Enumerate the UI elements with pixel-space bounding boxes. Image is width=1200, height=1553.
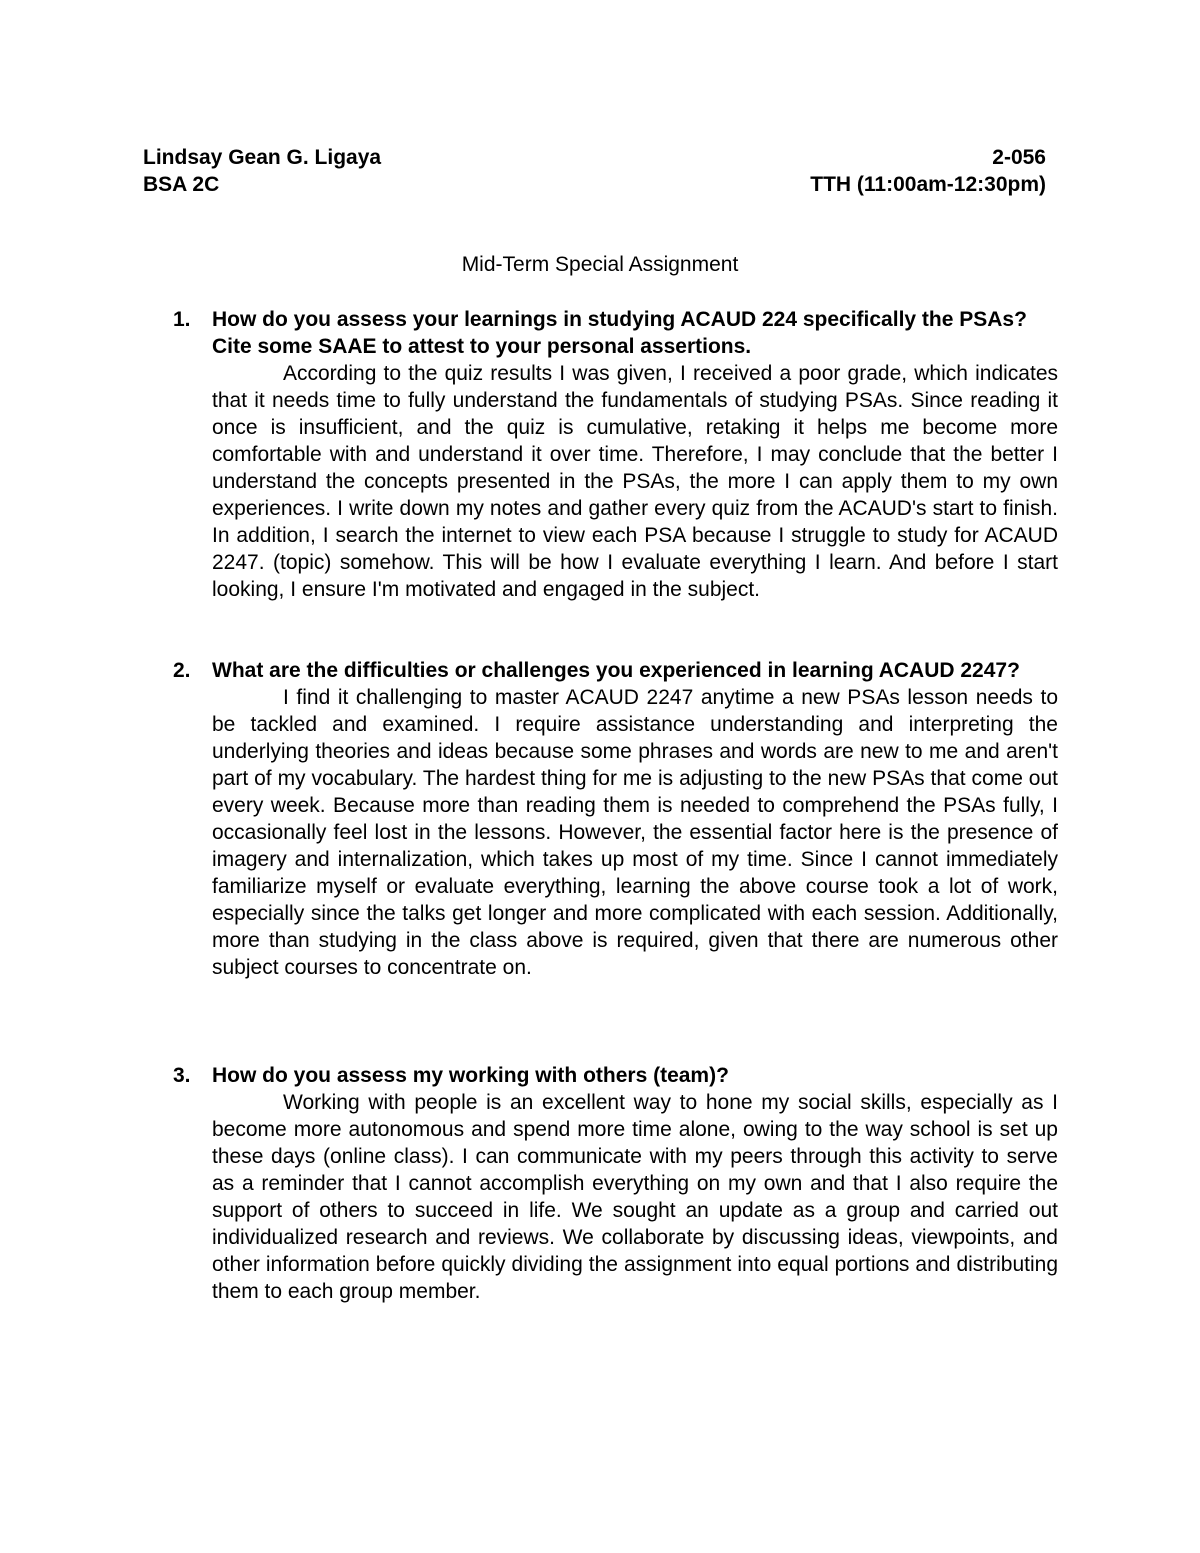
question-number: 2.: [173, 659, 191, 682]
document-title: Mid-Term Special Assignment: [461, 253, 739, 276]
question-heading: [173, 657, 1058, 684]
question-item-1: [173, 306, 1058, 624]
question-number: 3.: [173, 1064, 191, 1087]
question-item-3: [173, 1062, 1058, 1326]
question-item-2: [173, 657, 1058, 1002]
header-row-name: [143, 144, 1046, 171]
student-name: Lindsay Gean G. Ligaya: [143, 146, 382, 169]
question-text: How do you assess your learnings in studying ACAUD 224 specifically the PSAs? Cite some SAAE to attest to your personal assertions.: [212, 308, 1027, 358]
question-number: 1.: [173, 308, 191, 331]
question-heading: [173, 1062, 1058, 1089]
answer-paragraph: Working with people is an excellent way to hone my social skills, especially as I become more autonomous and spend more time alone, owing to the way school is set up these days (online class). I can communicate with my peers through this activity to serve as a reminder that I cannot accomplish everything on my own and that I also require the support of others to succeed in life. We sought an update as a group and carried out individualized research and reviews. We collaborate by discussing ideas, viewpoints, and other information before quickly dividing the assignment into equal portions and distributing them to each group member.: [212, 1091, 1058, 1303]
student-number: 2-056: [992, 146, 1046, 169]
answer-paragraph: I find it challenging to master ACAUD 2247 anytime a new PSAs lesson needs to be tackled and examined. I require assistance understanding and interpreting the underlying theories and ideas because some phrases and words are new to me and aren't part of my vocabulary. The hardest thing for me is adjusting to the new PSAs that come out every week. Because more than reading them is needed to comprehend the PSAs fully, I occasionally feel lost in the lessons. However, the essential factor here is the presence of imagery and internalization, which takes up most of my time. Since I cannot immediately familiarize myself or evaluate everything, learning the above course took a lot of work, especially since the talks get longer and more complicated with each session. Additionally, more than studying in the class above is required, given that there are numerous other subject courses to concentrate on.: [212, 686, 1058, 979]
question-heading: [173, 306, 1058, 360]
answer-paragraph: According to the quiz results I was given, I received a poor grade, which indicates that it needs time to fully understand the fundamentals of studying PSAs. Since reading it once is insufficient, and the quiz is cumulative, retaking it helps me become more comfortable with and understand it over time. Therefore, I may conclude that the better I understand the concepts presented in the PSAs, the more I can apply them to my own experiences. I write down my notes and gather every quiz from the ACAUD's start to finish. In addition, I search the internet to view each PSA because I struggle to study for ACAUD 2247. (topic) somehow. This will be how I evaluate everything I learn. And before I start looking, I ensure I'm motivated and engaged in the subject.: [212, 362, 1058, 601]
section: BSA 2C: [143, 173, 220, 196]
schedule: TTH (11:00am-12:30pm): [810, 173, 1046, 196]
header-row-section: [143, 171, 1046, 198]
question-text: How do you assess my working with others (team)?: [212, 1064, 729, 1087]
question-text: What are the difficulties or challenges you experienced in learning ACAUD 2247?: [212, 659, 1020, 682]
